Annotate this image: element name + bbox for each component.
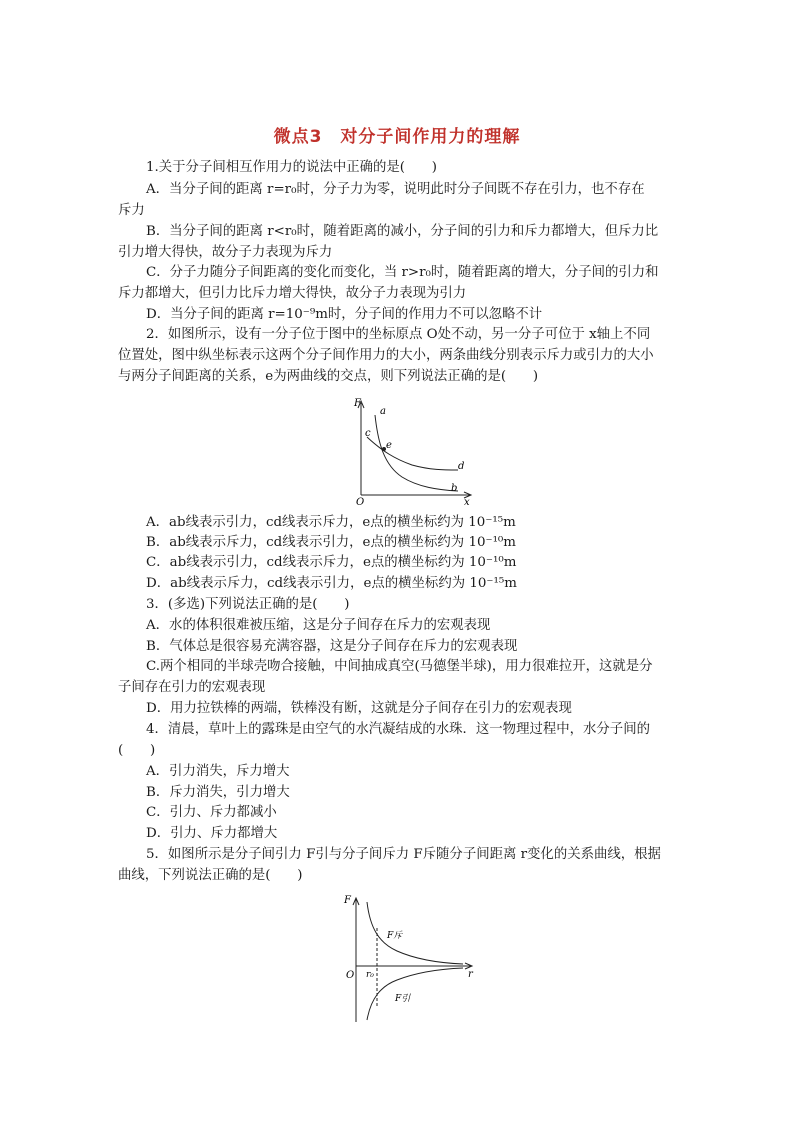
fig2-label-f-attractive: F引 bbox=[395, 994, 411, 1004]
q1-option-c: C．分子力随分子间距离的变化而变化，当 r>r₀时，随着距离的增大，分子间的引力和 bbox=[146, 265, 659, 280]
q2-stem-cont-2: 与两分子间距离的关系，e为两曲线的交点，则下列说法正确的是( ) bbox=[118, 369, 539, 384]
page-title: 微点3 对分子间作用力的理解 bbox=[273, 127, 521, 147]
fig1-label-b: b bbox=[451, 483, 458, 494]
fig2-axis-r: r bbox=[468, 969, 473, 980]
q2-option-c: C．ab线表示引力，cd线表示斥力，e点的横坐标约为 10⁻¹⁰m bbox=[146, 555, 517, 570]
q3-option-d: D．用力拉铁棒的两端，铁棒没有断，这就是分子间存在引力的宏观表现 bbox=[146, 701, 572, 716]
fig1-label-a: a bbox=[380, 406, 386, 417]
q5-stem-cont: 曲线，下列说法正确的是( ) bbox=[118, 868, 303, 883]
q2-stem-cont-1: 位置处，图中纵坐标表示这两个分子间作用力的大小，两条曲线分别表示斥力或引力的大小 bbox=[118, 348, 654, 363]
fig2-origin: O bbox=[346, 970, 355, 981]
q4-option-d: D．引力、斥力都增大 bbox=[146, 826, 278, 841]
q3-stem: 3．(多选)下列说法正确的是( ) bbox=[146, 597, 350, 612]
fig1-axis-x: x bbox=[464, 497, 470, 508]
q3-option-c: C.两个相同的半球壳吻合接触，中间抽成真空(马德堡半球)，用力很难拉开，这就是分 bbox=[146, 659, 653, 674]
force-diagram-1 bbox=[340, 395, 480, 510]
fig1-origin: O bbox=[356, 497, 365, 508]
q2-option-b: B．ab线表示斥力，cd线表示引力，e点的横坐标约为 10⁻¹⁰m bbox=[146, 535, 516, 550]
q4-stem: 4．清晨，草叶上的露珠是由空气的水汽凝结成的水珠．这一物理过程中，水分子间的 bbox=[146, 722, 650, 737]
q3-option-b: B．气体总是很容易充满容器，这是分子间存在斥力的宏观表现 bbox=[146, 639, 518, 654]
q1-option-d: D．当分子间的距离 r=10⁻⁹m时，分子间的作用力不可以忽略不计 bbox=[146, 307, 543, 322]
q3-option-a: A．水的体积很难被压缩，这是分子间存在斥力的宏观表现 bbox=[146, 618, 491, 633]
fig1-label-c: c bbox=[365, 428, 371, 439]
q2-option-a: A．ab线表示引力，cd线表示斥力，e点的横坐标约为 10⁻¹⁵m bbox=[146, 515, 516, 530]
q1-option-b: B．当分子间的距离 r<r₀时，随着距离的减小，分子间的引力和斥力都增大，但斥力比 bbox=[146, 224, 659, 239]
fig1-axis-f: F bbox=[354, 398, 361, 409]
q4-option-c: C．引力、斥力都减小 bbox=[146, 805, 277, 820]
fig2-axis-f: F bbox=[344, 895, 351, 906]
fig1-label-d: d bbox=[458, 461, 465, 472]
fig2-label-f-repulsive: F斥 bbox=[387, 931, 403, 941]
q4-option-a: A．引力消失，斥力增大 bbox=[146, 764, 290, 779]
fig1-label-e: e bbox=[386, 440, 392, 451]
q1-option-a: A．当分子间的距离 r=r₀时，分子力为零，说明此时分子间既不存在引力，也不存在 bbox=[146, 182, 645, 197]
q1-option-c-cont: 斥力都增大，但引力比斥力增大得快，故分子力表现为引力 bbox=[118, 286, 467, 301]
q4-stem-cont: ( ) bbox=[118, 743, 156, 758]
fig2-r0: r₀ bbox=[366, 970, 374, 980]
q2-stem: 2．如图所示，设有一分子位于图中的坐标原点 O处不动，另一分子可位于 x轴上不同 bbox=[146, 327, 651, 342]
force-diagram-2 bbox=[335, 888, 485, 1028]
q4-option-b: B．斥力消失，引力增大 bbox=[146, 785, 290, 800]
q3-option-c-cont: 子间存在引力的宏观表现 bbox=[118, 680, 266, 695]
q1-option-b-cont: 引力增大得快，故分子力表现为斥力 bbox=[118, 245, 333, 260]
q1-stem: 1.关于分子间相互作用力的说法中正确的是( ) bbox=[146, 160, 438, 175]
q5-stem: 5．如图所示是分子间引力 F引与分子间斥力 F斥随分子间距离 r变化的关系曲线，根据 bbox=[146, 847, 661, 862]
q1-option-a-cont: 斥力 bbox=[118, 203, 145, 218]
q2-option-d: D．ab线表示斥力，cd线表示引力，e点的横坐标约为 10⁻¹⁵m bbox=[146, 576, 517, 591]
